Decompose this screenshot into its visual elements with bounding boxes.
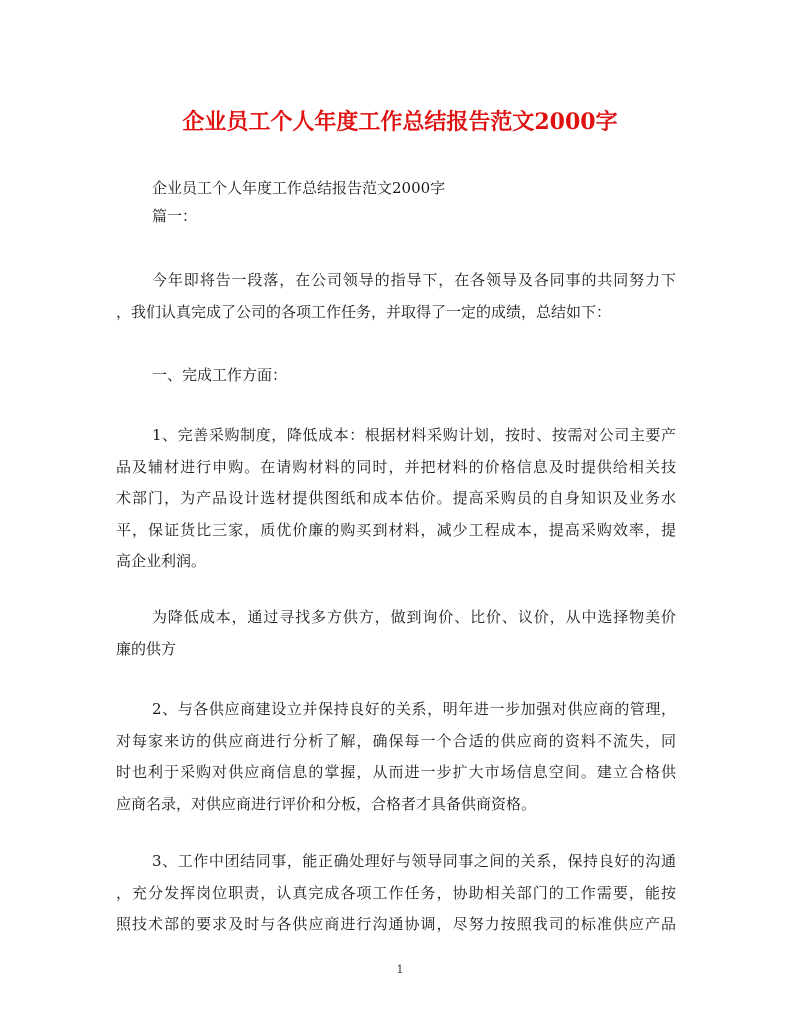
paragraph-line: 高企业利润。 [116, 552, 207, 570]
paragraph-line: 对每家来访的供应商进行分析了解，确保每一个合适的供应商的资料不流失，同 [116, 731, 676, 750]
paragraph-line: 品及辅材进行申购。在请购材料的同时，并把材料的价格信息及时提供给相关技 [116, 457, 676, 476]
paragraph-line: 为降低成本，通过寻找多方供方，做到询价、比价、议价，从中选择物美价 [152, 608, 676, 626]
paragraph-item-1 [116, 420, 676, 578]
paragraph-heading [116, 360, 676, 392]
paragraph-line: 照技术部的要求及时与各供应商进行沟通协调，尽努力按照我司的标准供应产品 [116, 915, 676, 933]
paragraph-intro [116, 265, 676, 328]
paragraph-line: 1、完善采购制度，降低成本：根据材料采购计划，按时、按需对公司主要产 [152, 426, 676, 444]
paragraph-line: 平，保证货比三家，质优价廉的购买到材料，减少工程成本，提高采购效率，提 [116, 520, 676, 539]
paragraph-line: 3、工作中团结同事，能正确处理好与领导同事之间的关系，保持良好的沟通 [152, 852, 676, 870]
paragraph-line: 术部门，为产品设计选材提供图纸和成本估价。提高采购员的自身知识及业务水 [116, 489, 676, 507]
paragraph-line: 时也利于采购对供应商信息的掌握，从而进一步扩大市场信息空间。建立合格供 [116, 763, 676, 781]
document-subtitle: 企业员工个人年度工作总结报告范文2000字 [152, 179, 446, 197]
page-number: 1 [396, 963, 404, 976]
paragraph-line: ，我们认真完成了公司的各项工作任务，并取得了一定的成绩，总结如下： [116, 302, 612, 321]
paragraph-line: 今年即将告一段落，在公司领导的指导下，在各领导及各同事的共同努力下 [152, 271, 676, 289]
paragraph-item-2 [116, 694, 676, 820]
paragraph-item-3 [116, 846, 676, 941]
section-label: 篇一： [152, 207, 198, 225]
paragraph-line: 应商名录，对供应商进行评价和分板，合格者才具备供商资格。 [116, 794, 537, 813]
paragraph-line: 廉的供方 [116, 639, 177, 658]
paragraph-line: 一、完成工作方面： [152, 366, 288, 384]
paragraph-cost [116, 602, 676, 665]
paragraph-line: 2、与各供应商建设立并保持良好的关系，明年进一步加强对供应商的管理， [152, 700, 676, 718]
paragraph-line: ，充分发挥岗位职责，认真完成各项工作任务，协助相关部门的工作需要，能按 [116, 883, 676, 902]
document-title: 企业员工个人年度工作总结报告范文2000字 [182, 109, 618, 135]
